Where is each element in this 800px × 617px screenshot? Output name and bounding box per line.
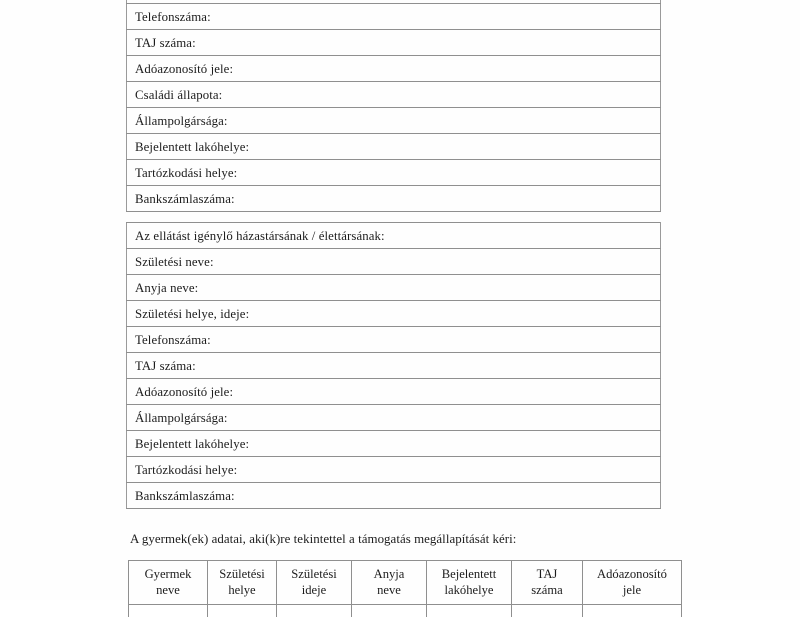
table-row-heading <box>127 223 661 249</box>
column-header-line2: ideje <box>278 582 350 598</box>
column-header-line1: Születési <box>278 566 350 582</box>
table-row <box>127 405 661 431</box>
table-row <box>127 249 661 275</box>
field-label-allampolgarsaga: Állampolgársága: <box>127 108 661 134</box>
column-header-line1: Adóazonosító <box>584 566 680 582</box>
field-label-tartozkodasi-helye: Tartózkodási helye: <box>127 457 661 483</box>
field-label-telefonszama: Telefonszáma: <box>127 327 661 353</box>
child-cell-szuletesi-helye <box>208 605 277 617</box>
column-header-line1: Bejelentett <box>428 566 510 582</box>
table-row <box>129 605 682 617</box>
children-data-table <box>128 560 682 617</box>
field-label-taj-szama: TAJ száma: <box>127 353 661 379</box>
table-row <box>127 379 661 405</box>
field-label-anyja-neve: Anyja neve: <box>127 275 661 301</box>
column-header-taj-szama <box>512 561 583 605</box>
column-header-line2: neve <box>130 582 206 598</box>
table-row <box>127 82 661 108</box>
table-row <box>127 275 661 301</box>
field-label-csaladi-allapota: Családi állapota: <box>127 82 661 108</box>
table-row <box>127 30 661 56</box>
spouse-section-heading: Az ellátást igénylő házastársának / élettársának: <box>127 223 661 249</box>
field-label-taj-szama: TAJ száma: <box>127 30 661 56</box>
column-header-szuletesi-ideje <box>277 561 352 605</box>
column-header-line2: jele <box>584 582 680 598</box>
field-label-telefonszama: Telefonszáma: <box>127 4 661 30</box>
field-label-allampolgarsaga: Állampolgársága: <box>127 405 661 431</box>
field-label-bejelentett-lakohelye: Bejelentett lakóhelye: <box>127 431 661 457</box>
column-header-line2: neve <box>353 582 425 598</box>
field-label-bankszamlaszama: Bankszámlaszáma: <box>127 186 661 212</box>
column-header-szuletesi-helye <box>208 561 277 605</box>
child-cell-taj-szama <box>512 605 583 617</box>
column-header-line1: Születési <box>209 566 275 582</box>
table-row <box>127 327 661 353</box>
table-row <box>127 301 661 327</box>
column-header-line1: Anyja <box>353 566 425 582</box>
table-row <box>127 56 661 82</box>
table-row <box>127 160 661 186</box>
column-header-line2: helye <box>209 582 275 598</box>
child-cell-bejelentett-lakohelye <box>427 605 512 617</box>
child-cell-anyja-neve <box>352 605 427 617</box>
child-cell-adoazonosito-jele <box>583 605 682 617</box>
table-row <box>127 108 661 134</box>
column-header-line2: lakóhelye <box>428 582 510 598</box>
table-row <box>127 353 661 379</box>
applicant-data-table <box>126 0 661 212</box>
column-header-line2: száma <box>513 582 581 598</box>
field-label-bejelentett-lakohelye: Bejelentett lakóhelye: <box>127 134 661 160</box>
spouse-data-table <box>126 222 661 509</box>
column-header-bejelentett-lakohelye <box>427 561 512 605</box>
field-label-adoazonosito-jele: Adóazonosító jele: <box>127 56 661 82</box>
child-cell-szuletesi-ideje <box>277 605 352 617</box>
table-row <box>127 457 661 483</box>
field-label-bankszamlaszama: Bankszámlaszáma: <box>127 483 661 509</box>
column-header-adoazonosito-jele <box>583 561 682 605</box>
table-row <box>127 186 661 212</box>
table-row <box>127 4 661 30</box>
field-label-adoazonosito-jele: Adóazonosító jele: <box>127 379 661 405</box>
children-section-note: A gyermek(ek) adatai, aki(k)re tekintettel a támogatás megállapítását kéri: <box>130 531 516 548</box>
field-label-szuletesi-helye-ideje: Születési helye, ideje: <box>127 301 661 327</box>
column-header-line1: TAJ <box>513 566 581 582</box>
field-label-szuletesi-neve: Születési neve: <box>127 249 661 275</box>
field-label-tartozkodasi-helye: Tartózkodási helye: <box>127 160 661 186</box>
table-row <box>127 483 661 509</box>
column-header-gyermek-neve <box>129 561 208 605</box>
column-header-anyja-neve <box>352 561 427 605</box>
table-header-row <box>129 561 682 605</box>
child-cell-gyermek-neve <box>129 605 208 617</box>
column-header-line1: Gyermek <box>130 566 206 582</box>
table-row <box>127 134 661 160</box>
table-row <box>127 431 661 457</box>
